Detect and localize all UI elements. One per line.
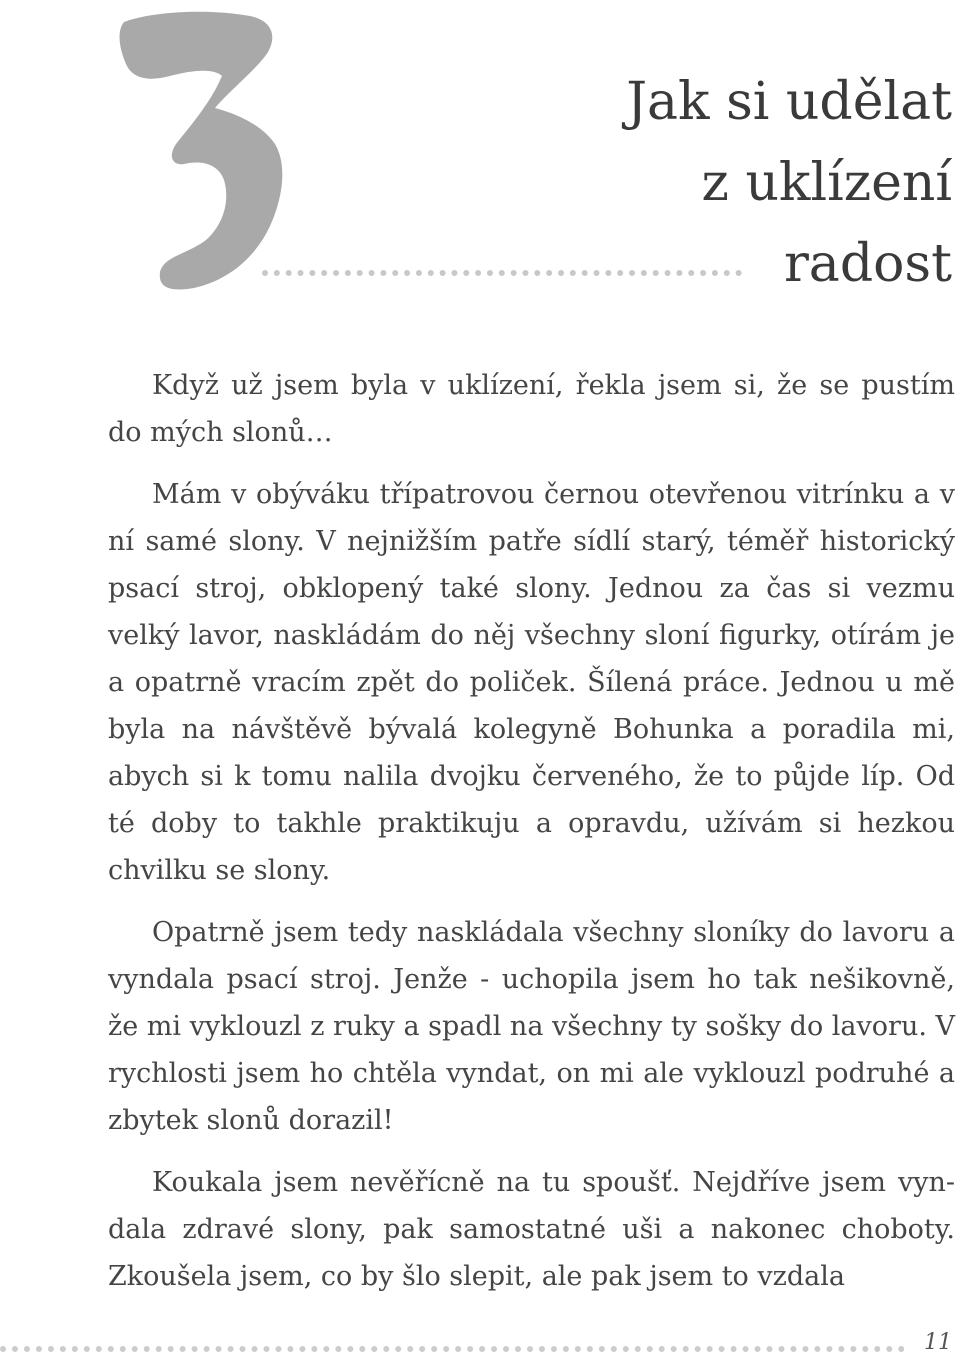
chapter-title <box>626 62 952 305</box>
body-text <box>108 362 955 1315</box>
chapter-numeral-shape <box>120 12 283 290</box>
paragraph-2: Mám v obýváku třípatrovou černou otevřenou vitrínku a v ní samé slony. V nejnižším patře sídlí starý, téměř historický psací stroj, obklopený také slony. Jednou za čas si vezmu velký lavor, naskládám do něj všechny sloní figurky, otírám je a opatrně vracím zpět do poliček. Šílená práce. Jednou u mě byla na návštěvě bývalá kolegyně Bohunka a poradila mi, abych si k tomu nalila dvojku červeného, že to půjde líp. Od té doby to takhle praktikuju a opravdu, užívám si hezkou chvilku se slony. <box>108 479 955 886</box>
chapter-number-3-graphic <box>110 4 285 294</box>
footer-dotted-rule <box>0 1346 905 1358</box>
paragraph-3: Opatrně jsem tedy naskládala všechny sloníky do lavoru a vyndala psací stroj. Jenže - uchopila jsem ho tak nešikovně, že mi vyklouzl z ruky a spadl na všechny ty sošky do lavoru. V rychlosti jsem ho chtěla vyndat, on mi ale vyklouzl podruhé a zbytek slonů dorazil! <box>108 917 955 1136</box>
chapter-title-line-2: z uklízení <box>701 153 952 213</box>
page-number: 11 <box>924 1330 952 1355</box>
chapter-title-line-1: Jak si udělat <box>626 72 952 132</box>
paragraph-1: Když už jsem byla v uklízení, řekla jsem si, že se pustím do mých slonů… <box>108 370 955 448</box>
chapter-title-line-3: radost <box>783 234 952 294</box>
paragraph-4: Koukala jsem nevěřícně na tu spoušť. Nejdříve jsem vyndala zdravé slony, pak samostatné uši a nakonec choboty. Zkoušela jsem, co by šlo slepit, ale pak jsem to vzdala <box>108 1167 955 1292</box>
